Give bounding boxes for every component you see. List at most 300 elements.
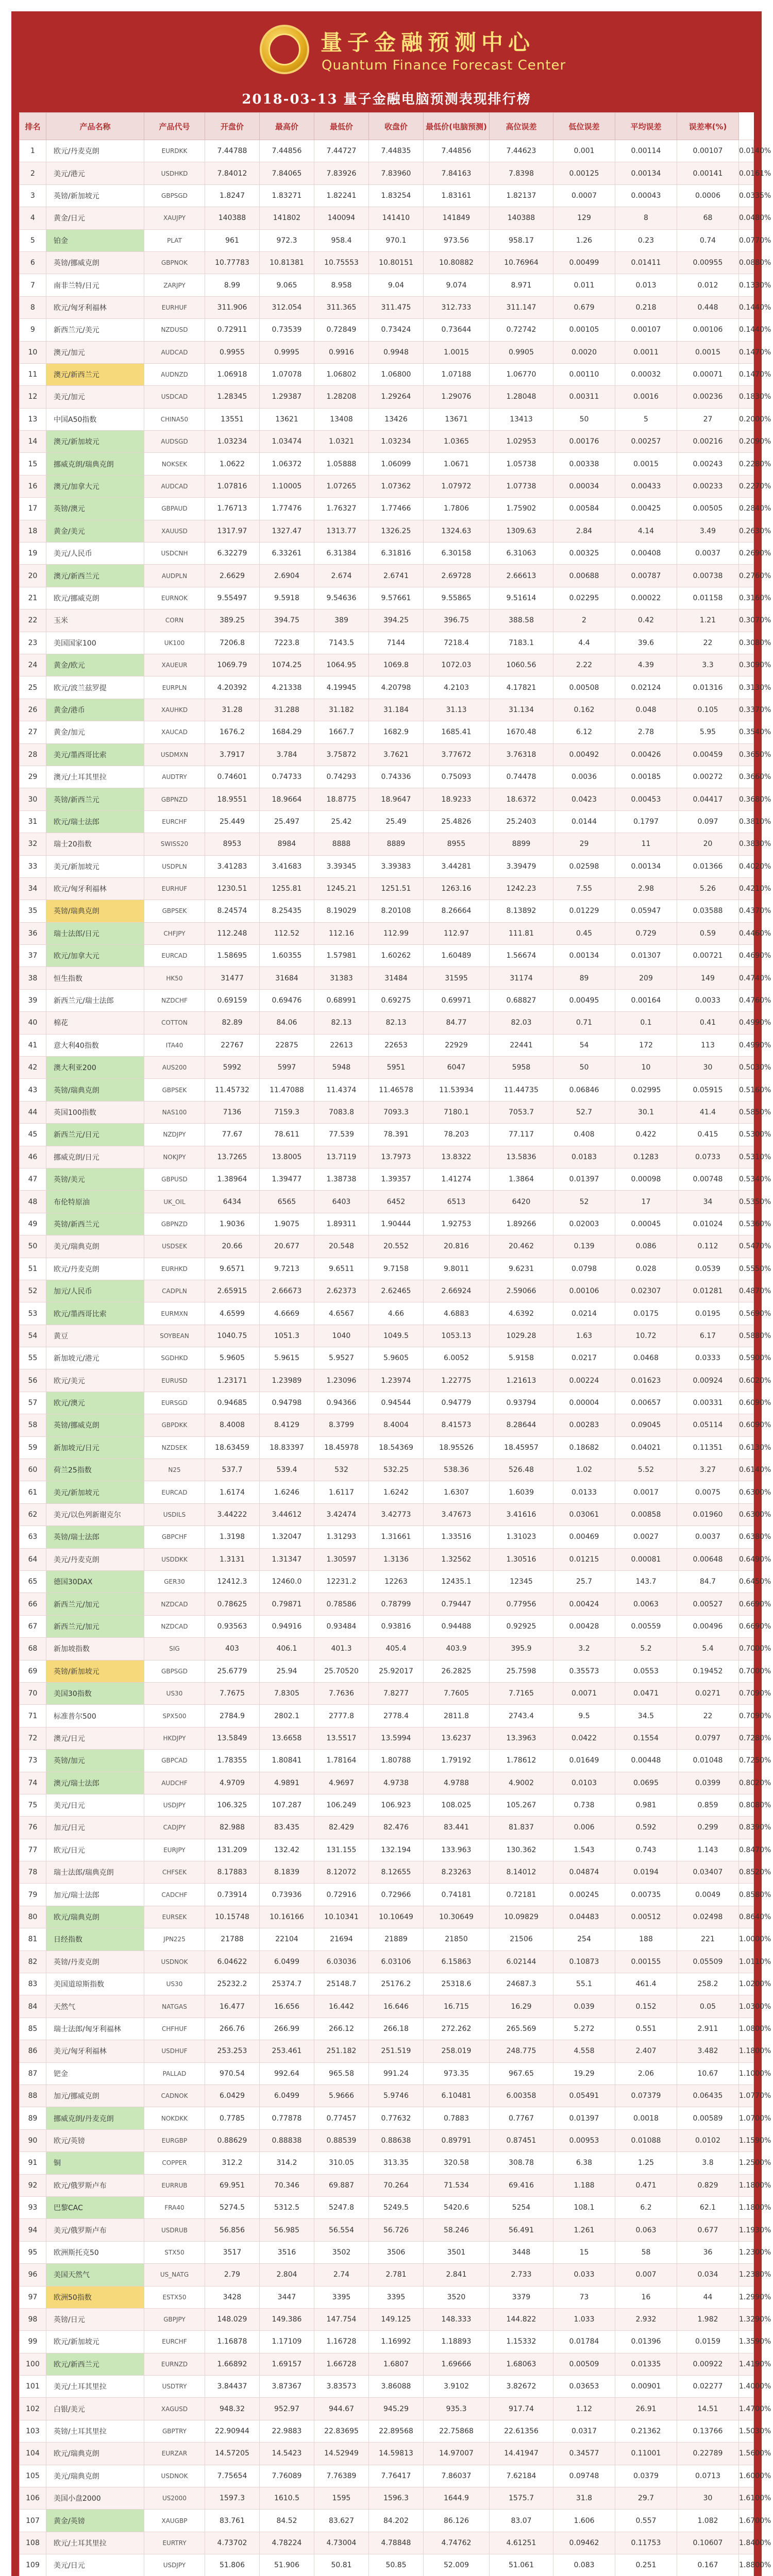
value-cell: 2.407: [615, 2040, 677, 2062]
value-cell: 0.00311: [553, 386, 615, 408]
product-code-cell: EURDKK: [144, 140, 205, 162]
value-cell: 2811.8: [424, 1705, 490, 1727]
value-cell: 89: [553, 967, 615, 989]
rank-cell: 77: [20, 1839, 46, 1861]
column-header: 误差率(%): [677, 113, 739, 140]
value-cell: 311.365: [314, 296, 369, 318]
value-cell: 0.00787: [615, 565, 677, 587]
table-row: [20, 1079, 754, 1101]
value-cell: 0.00257: [615, 431, 677, 453]
value-cell: 1.78164: [314, 1750, 369, 1772]
value-cell: 395.9: [490, 1638, 553, 1660]
table-row: [20, 967, 754, 989]
value-cell: 0.04021: [615, 1436, 677, 1459]
value-cell: 0.0183: [553, 1146, 615, 1168]
product-name-cell: 新加坡元/日元: [46, 1436, 144, 1459]
value-cell: 25374.7: [260, 1973, 314, 1995]
product-name-cell: 澳元/加元: [46, 341, 144, 363]
value-cell: 0.5360%: [739, 1213, 754, 1235]
rank-cell: 97: [20, 2286, 46, 2308]
value-cell: 56.985: [260, 2219, 314, 2241]
rank-cell: 76: [20, 1817, 46, 1839]
value-cell: 30: [677, 2487, 739, 2510]
value-cell: 6.04622: [205, 1951, 260, 1973]
value-cell: 0.1830%: [739, 386, 754, 408]
rank-cell: 25: [20, 676, 46, 699]
product-name-cell: 美元/土耳其里拉: [46, 2376, 144, 2398]
value-cell: 7.86037: [424, 2465, 490, 2487]
product-code-cell: GBPCHF: [144, 1526, 205, 1548]
column-header: 最低价: [314, 113, 369, 140]
table-row: [20, 1191, 754, 1213]
value-cell: 970.1: [369, 229, 424, 251]
ranking-table-container: [19, 112, 771, 2576]
value-cell: 3.42474: [314, 1503, 369, 1526]
brand-name-cn: 量子金融预测中心: [321, 30, 535, 55]
product-name-cell: 美元/墨西哥比索: [46, 743, 144, 766]
value-cell: 0.3830%: [739, 833, 754, 855]
value-cell: 7093.3: [369, 1101, 424, 1123]
rank-cell: 8: [20, 296, 46, 318]
value-cell: 2.06: [615, 2062, 677, 2084]
product-name-cell: 英镑/土耳其里拉: [46, 2420, 144, 2442]
value-cell: 0.06435: [677, 2084, 739, 2107]
value-cell: 1.03474: [260, 431, 314, 453]
value-cell: 1.18893: [424, 2331, 490, 2353]
value-cell: 1.1930%: [739, 2219, 754, 2241]
value-cell: 20.462: [490, 1235, 553, 1258]
value-cell: 6.10481: [424, 2084, 490, 2107]
value-cell: 394.25: [369, 609, 424, 632]
table-row: [20, 1481, 754, 1503]
rank-cell: 100: [20, 2353, 46, 2375]
value-cell: 83.441: [424, 1817, 490, 1839]
product-code-cell: NZDSEK: [144, 1436, 205, 1459]
value-cell: 26.91: [615, 2398, 677, 2420]
table-row: [20, 632, 754, 654]
product-code-cell: CADNOK: [144, 2084, 205, 2107]
value-cell: 958.4: [314, 229, 369, 251]
value-cell: 0.0733: [677, 1146, 739, 1168]
value-cell: 1.188: [553, 2174, 615, 2196]
value-cell: 73: [553, 2286, 615, 2308]
product-code-cell: N25: [144, 1459, 205, 1481]
product-code-cell: AUDPLN: [144, 565, 205, 587]
value-cell: 1.6807: [369, 2353, 424, 2375]
table-row: [20, 1459, 754, 1481]
value-cell: 1326.25: [369, 520, 424, 542]
value-cell: 0.7767: [490, 2107, 553, 2129]
rank-cell: 90: [20, 2129, 46, 2151]
table-row: [20, 1928, 754, 1951]
value-cell: 1.2500%: [739, 2152, 754, 2174]
value-cell: 1327.47: [260, 520, 314, 542]
value-cell: 8.41573: [424, 1414, 490, 1436]
product-name-cell: 欧元/新西兰元: [46, 2353, 144, 2375]
value-cell: 0.94779: [424, 1392, 490, 1414]
value-cell: 4.14: [615, 520, 677, 542]
value-cell: 0.0553: [615, 1660, 677, 1682]
value-cell: 112.248: [205, 922, 260, 944]
brand-name-en: Quantum Finance Forecast Center: [322, 58, 566, 73]
product-code-cell: NZDCAD: [144, 1593, 205, 1615]
value-cell: 0.7280%: [739, 1727, 754, 1749]
table-row: [20, 453, 754, 475]
value-cell: 1.16728: [314, 2331, 369, 2353]
value-cell: 312.2: [205, 2152, 260, 2174]
value-cell: 0.039: [553, 1995, 615, 2018]
value-cell: 314.2: [260, 2152, 314, 2174]
column-header: 最高价: [260, 113, 314, 140]
value-cell: 1.82241: [314, 184, 369, 207]
value-cell: 1667.7: [314, 721, 369, 743]
table-row: [20, 1750, 754, 1772]
value-cell: 0.557: [615, 2510, 677, 2532]
rank-cell: 93: [20, 2196, 46, 2218]
value-cell: 22875: [260, 1034, 314, 1056]
value-cell: 0.5340%: [739, 1168, 754, 1190]
value-cell: 0.05915: [677, 1079, 739, 1101]
value-cell: 1596.3: [369, 2487, 424, 2510]
value-cell: 0.00426: [615, 743, 677, 766]
rank-cell: 99: [20, 2331, 46, 2353]
value-cell: 9.04: [369, 274, 424, 296]
value-cell: 0.4990%: [739, 1034, 754, 1056]
value-cell: 149.125: [369, 2308, 424, 2330]
value-cell: 0.00043: [615, 184, 677, 207]
value-cell: 1.83254: [369, 184, 424, 207]
rank-cell: 106: [20, 2487, 46, 2510]
value-cell: 5: [615, 408, 677, 430]
value-cell: 0.0159: [677, 2331, 739, 2353]
value-cell: 1.261: [553, 2219, 615, 2241]
value-cell: 0.3160%: [739, 587, 754, 609]
value-cell: 36: [677, 2241, 739, 2263]
value-cell: 311.147: [490, 296, 553, 318]
value-cell: 1.0321: [314, 431, 369, 453]
value-cell: 22.75868: [424, 2420, 490, 2442]
product-code-cell: CHFHUF: [144, 2018, 205, 2040]
value-cell: 0.88539: [314, 2129, 369, 2151]
value-cell: 5.26: [677, 877, 739, 900]
value-cell: 2.69728: [424, 565, 490, 587]
table-row: [20, 743, 754, 766]
value-cell: 8.20108: [369, 900, 424, 922]
value-cell: 1.143: [677, 1839, 739, 1861]
value-cell: 10: [615, 1057, 677, 1079]
value-cell: 4.73702: [205, 2532, 260, 2554]
value-cell: 0.73539: [260, 319, 314, 341]
value-cell: 10.10649: [369, 1906, 424, 1928]
product-code-cell: XAUGBP: [144, 2510, 205, 2532]
value-cell: 1.31347: [260, 1548, 314, 1570]
rank-cell: 105: [20, 2465, 46, 2487]
table-row: [20, 207, 754, 229]
value-cell: 253.461: [260, 2040, 314, 2062]
value-cell: 0.829: [677, 2174, 739, 2196]
rank-cell: 2: [20, 162, 46, 184]
value-cell: 22613: [314, 1034, 369, 1056]
value-cell: 1.0300%: [739, 1995, 754, 2018]
value-cell: 3506: [369, 2241, 424, 2263]
value-cell: 0.162: [553, 699, 615, 721]
value-cell: 0.01088: [615, 2129, 677, 2151]
rank-cell: 15: [20, 453, 46, 475]
product-code-cell: NAS100: [144, 1101, 205, 1123]
value-cell: 0.01411: [615, 251, 677, 274]
value-cell: 13.3963: [490, 1727, 553, 1749]
product-name-cell: 美国小盘2000: [46, 2487, 144, 2510]
rank-cell: 72: [20, 1727, 46, 1749]
value-cell: 0.73914: [205, 1884, 260, 1906]
value-cell: 0.00283: [553, 1414, 615, 1436]
value-cell: 5951: [369, 1057, 424, 1079]
value-cell: 5997: [260, 1057, 314, 1079]
value-cell: 7223.8: [260, 632, 314, 654]
value-cell: 1.31661: [369, 1526, 424, 1548]
product-code-cell: SOYBEAN: [144, 1325, 205, 1347]
value-cell: 0.94488: [424, 1615, 490, 1637]
value-cell: 7.44856: [424, 140, 490, 162]
value-cell: 0.012: [677, 274, 739, 296]
value-cell: 961: [205, 229, 260, 251]
value-cell: 0.42: [615, 609, 677, 632]
table-row: [20, 1325, 754, 1347]
value-cell: 0.74181: [424, 1884, 490, 1906]
table-row: [20, 1057, 754, 1079]
value-cell: 10.76964: [490, 251, 553, 274]
value-cell: 0.03407: [677, 1861, 739, 1884]
column-header: 产品代号: [144, 113, 205, 140]
value-cell: 1.63: [553, 1325, 615, 1347]
value-cell: 221: [677, 1928, 739, 1951]
value-cell: 17: [615, 1191, 677, 1213]
value-cell: 7143.5: [314, 632, 369, 654]
value-cell: 0.00245: [553, 1884, 615, 1906]
value-cell: 112.99: [369, 922, 424, 944]
value-cell: 83.761: [205, 2510, 260, 2532]
value-cell: 18.9551: [205, 788, 260, 810]
product-name-cell: 澳元/日元: [46, 1727, 144, 1749]
value-cell: 6.38: [553, 2152, 615, 2174]
value-cell: 7.44856: [260, 140, 314, 162]
rank-cell: 53: [20, 1302, 46, 1325]
value-cell: 0.41: [677, 1012, 739, 1034]
product-code-cell: STX50: [144, 2241, 205, 2263]
value-cell: 1.06918: [205, 363, 260, 385]
value-cell: 0.0423: [553, 788, 615, 810]
value-cell: 8.26664: [424, 900, 490, 922]
value-cell: 0.0797: [677, 1727, 739, 1749]
value-cell: 537.7: [205, 1459, 260, 1481]
value-cell: 0.01784: [553, 2331, 615, 2353]
value-cell: 2.6904: [260, 565, 314, 587]
value-cell: 16.29: [490, 1995, 553, 2018]
table-row: [20, 2196, 754, 2218]
value-cell: 1.2990%: [739, 2286, 754, 2308]
value-cell: 3.39383: [369, 855, 424, 877]
value-cell: 77.539: [314, 1124, 369, 1146]
value-cell: 68: [677, 207, 739, 229]
value-cell: 0.3650%: [739, 743, 754, 766]
value-cell: 0.00648: [677, 1548, 739, 1570]
value-cell: 0.083: [553, 2554, 615, 2576]
product-name-cell: 欧元/墨西哥比索: [46, 1302, 144, 1325]
product-name-cell: 欧元/新加坡元: [46, 2331, 144, 2353]
value-cell: 0.05509: [677, 1951, 739, 1973]
value-cell: 0.92925: [490, 1615, 553, 1637]
value-cell: 1.92753: [424, 1213, 490, 1235]
table-row: [20, 2264, 754, 2286]
value-cell: 5.272: [553, 2018, 615, 2040]
rank-cell: 4: [20, 207, 46, 229]
value-cell: 1.1800%: [739, 2174, 754, 2196]
value-cell: 6.31384: [314, 543, 369, 565]
product-name-cell: 澳元/新加坡元: [46, 431, 144, 453]
table-row: [20, 2152, 754, 2174]
value-cell: 13551: [205, 408, 260, 430]
column-header: 收盘价: [369, 113, 424, 140]
value-cell: 1040.75: [205, 1325, 260, 1347]
product-name-cell: 美元/丹麦克朗: [46, 1548, 144, 1570]
value-cell: 77.67: [205, 1124, 260, 1146]
table-row: [20, 1817, 754, 1839]
value-cell: 1575.7: [490, 2487, 553, 2510]
table-row: [20, 2107, 754, 2129]
table-row: [20, 609, 754, 632]
value-cell: 0.68827: [490, 989, 553, 1011]
value-cell: 1.6246: [260, 1481, 314, 1503]
product-name-cell: 欧元/波兰兹罗提: [46, 676, 144, 699]
product-code-cell: AUDNZD: [144, 363, 205, 385]
value-cell: 1.3198: [205, 1526, 260, 1548]
value-cell: 5.9527: [314, 1347, 369, 1369]
value-cell: 0.2630%: [739, 520, 754, 542]
value-cell: 0.00499: [553, 251, 615, 274]
value-cell: 1.32047: [260, 1526, 314, 1548]
value-cell: 0.0195: [677, 1302, 739, 1325]
product-name-cell: 澳大利亚200: [46, 1057, 144, 1079]
product-name-cell: 欧元/丹麦克朗: [46, 1258, 144, 1280]
value-cell: 26.2825: [424, 1660, 490, 1682]
value-cell: 0.01366: [677, 855, 739, 877]
value-cell: 11: [615, 833, 677, 855]
value-cell: 41.4: [677, 1101, 739, 1123]
value-cell: 13.7265: [205, 1146, 260, 1168]
value-cell: 8899: [490, 833, 553, 855]
value-cell: 0.02277: [677, 2376, 739, 2398]
value-cell: 251.182: [314, 2040, 369, 2062]
table-row: [20, 1414, 754, 1436]
value-cell: 0.3090%: [739, 654, 754, 676]
value-cell: 2.74: [314, 2264, 369, 2286]
product-code-cell: JPN225: [144, 1928, 205, 1951]
value-cell: 970.54: [205, 2062, 260, 2084]
value-cell: 3.83573: [314, 2376, 369, 2398]
value-cell: 8.23263: [424, 1861, 490, 1884]
value-cell: 9.57661: [369, 587, 424, 609]
value-cell: 8.14012: [490, 1861, 553, 1884]
value-cell: 1.28208: [314, 386, 369, 408]
value-cell: 25232.2: [205, 1973, 260, 1995]
value-cell: 8.28644: [490, 1414, 553, 1436]
value-cell: 1.25: [615, 2152, 677, 2174]
rank-cell: 61: [20, 1481, 46, 1503]
value-cell: 1029.28: [490, 1325, 553, 1347]
value-cell: 20.677: [260, 1235, 314, 1258]
value-cell: 0.05114: [677, 1414, 739, 1436]
product-name-cell: 挪威克朗/丹麦克朗: [46, 2107, 144, 2129]
value-cell: 266.12: [314, 2018, 369, 2040]
rank-cell: 30: [20, 788, 46, 810]
value-cell: 0.0011: [615, 341, 677, 363]
value-cell: 0.0133: [553, 1481, 615, 1503]
value-cell: 0.3080%: [739, 632, 754, 654]
table-row: [20, 1436, 754, 1459]
value-cell: 0.09045: [615, 1414, 677, 1436]
product-name-cell: 南非兰特/日元: [46, 274, 144, 296]
column-header: 高位误差: [490, 113, 553, 140]
value-cell: 0.422: [615, 1124, 677, 1146]
value-cell: 0.02295: [553, 587, 615, 609]
value-cell: 0.68991: [314, 989, 369, 1011]
product-name-cell: 澳元/新西兰元: [46, 565, 144, 587]
value-cell: 6.0499: [260, 2084, 314, 2107]
value-cell: 82.988: [205, 1817, 260, 1839]
value-cell: 5992: [205, 1057, 260, 1079]
value-cell: 406.1: [260, 1638, 314, 1660]
value-cell: 5.95: [677, 721, 739, 743]
value-cell: 1.4190%: [739, 2353, 754, 2375]
value-cell: 51.806: [205, 2554, 260, 2576]
value-cell: 4.4: [553, 632, 615, 654]
value-cell: 0.11001: [615, 2443, 677, 2465]
value-cell: 1.5030%: [739, 2420, 754, 2442]
rank-cell: 23: [20, 632, 46, 654]
value-cell: 1.06770: [490, 363, 553, 385]
value-cell: 1.21: [677, 609, 739, 632]
value-cell: 0.11351: [677, 1436, 739, 1459]
value-cell: 4.74762: [424, 2532, 490, 2554]
value-cell: 0.048: [615, 699, 677, 721]
value-cell: 56.554: [314, 2219, 369, 2241]
value-cell: 0.94798: [260, 1392, 314, 1414]
value-cell: 25.6779: [205, 1660, 260, 1682]
value-cell: 0.02124: [615, 676, 677, 699]
product-name-cell: 英镑/新加坡元: [46, 1660, 144, 1682]
value-cell: 0.00495: [553, 989, 615, 1011]
value-cell: 401.3: [314, 1638, 369, 1660]
product-name-cell: 欧元/俄罗斯卢布: [46, 2174, 144, 2196]
value-cell: 133.963: [424, 1839, 490, 1861]
value-cell: 3.77672: [424, 743, 490, 766]
value-cell: 0.251: [615, 2554, 677, 2576]
table-header-row: [20, 113, 754, 140]
value-cell: 389.25: [205, 609, 260, 632]
value-cell: 0.00721: [677, 945, 739, 967]
value-cell: 0.677: [677, 2219, 739, 2241]
value-cell: 0.0027: [615, 1526, 677, 1548]
value-cell: 13.7119: [314, 1146, 369, 1168]
product-code-cell: HK50: [144, 967, 205, 989]
value-cell: 0.9916: [314, 341, 369, 363]
value-cell: 5.52: [615, 1459, 677, 1481]
value-cell: 935.3: [424, 2398, 490, 2420]
value-cell: 1.033: [553, 2308, 615, 2330]
rank-cell: 88: [20, 2084, 46, 2107]
value-cell: 1.21613: [490, 1369, 553, 1392]
value-cell: 1255.81: [260, 877, 314, 900]
